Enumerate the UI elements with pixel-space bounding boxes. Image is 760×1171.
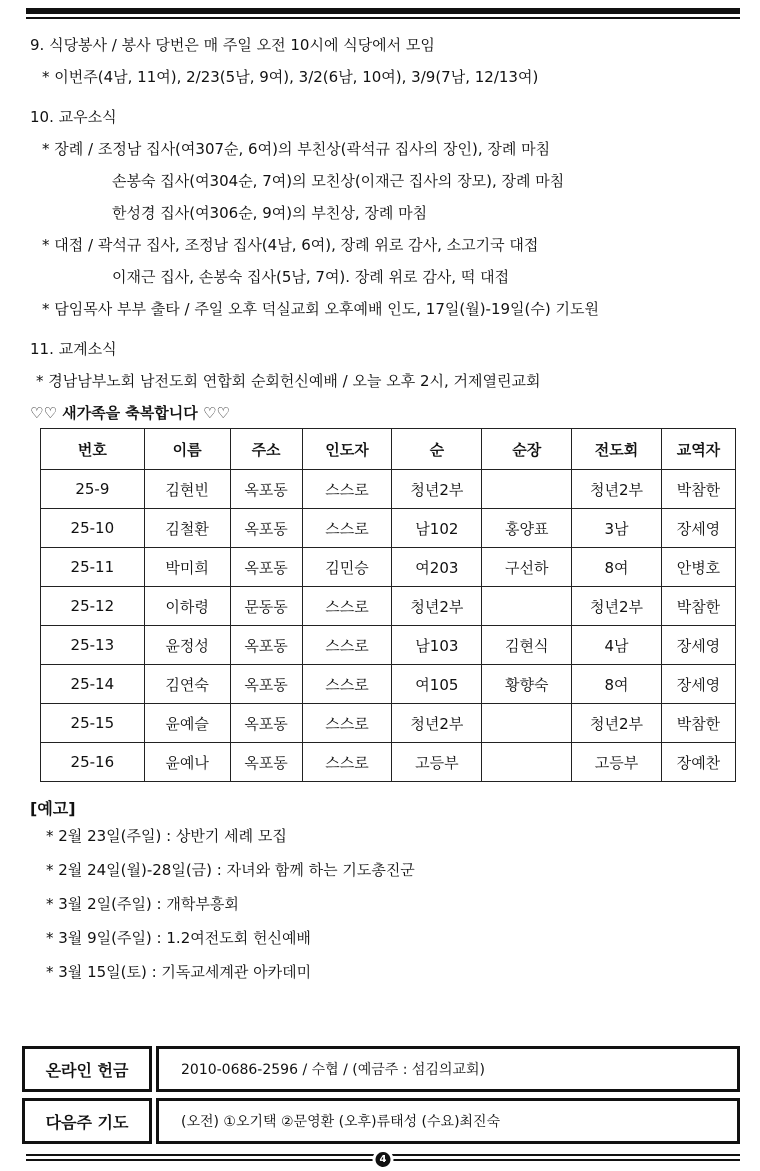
cell-guide: 스스로 bbox=[302, 587, 392, 626]
section-title: 11. 교계소식 bbox=[30, 340, 117, 358]
cell-group: 남102 bbox=[392, 509, 482, 548]
section-dining-service bbox=[30, 34, 740, 88]
cell-name: 김현빈 bbox=[144, 470, 230, 509]
cell-name: 윤예슬 bbox=[144, 704, 230, 743]
cell-pastor: 장예찬 bbox=[661, 743, 735, 782]
cell-pastor: 박참한 bbox=[661, 704, 735, 743]
cell-group: 남103 bbox=[392, 626, 482, 665]
online-offering-label: 온라인 헌금 bbox=[22, 1046, 152, 1092]
col-guide: 인도자 bbox=[302, 429, 392, 470]
bulletin-content bbox=[30, 34, 740, 995]
cell-mission: 고등부 bbox=[572, 743, 662, 782]
cell-guide: 김민승 bbox=[302, 548, 392, 587]
col-address: 주소 bbox=[230, 429, 302, 470]
cell-name: 이하령 bbox=[144, 587, 230, 626]
cell-address: 옥포동 bbox=[230, 470, 302, 509]
cell-guide: 스스로 bbox=[302, 509, 392, 548]
cell-address: 옥포동 bbox=[230, 743, 302, 782]
page-number: 4 bbox=[373, 1149, 394, 1170]
col-number: 번호 bbox=[41, 429, 145, 470]
col-name: 이름 bbox=[144, 429, 230, 470]
section-title: 10. 교우소식 bbox=[30, 108, 117, 126]
table-row bbox=[41, 470, 736, 509]
cell-mission: 청년2부 bbox=[572, 470, 662, 509]
cell-pastor: 장세영 bbox=[661, 509, 735, 548]
cell-group: 청년2부 bbox=[392, 704, 482, 743]
cell-group-leader: 구선하 bbox=[482, 548, 572, 587]
col-mission: 전도회 bbox=[572, 429, 662, 470]
col-group-leader: 순장 bbox=[482, 429, 572, 470]
cell-group-leader bbox=[482, 587, 572, 626]
notice-item: * 3월 2일(주일) : 개학부흥회 bbox=[46, 895, 239, 913]
notice-item: * 2월 24일(월)-28일(금) : 자녀와 함께 하는 기도총진군 bbox=[46, 861, 415, 879]
cell-mission: 3남 bbox=[572, 509, 662, 548]
notice-list bbox=[30, 825, 740, 983]
cell-address: 문동동 bbox=[230, 587, 302, 626]
cell-mission: 청년2부 bbox=[572, 587, 662, 626]
cell-number: 25-13 bbox=[41, 626, 145, 665]
cell-pastor: 장세영 bbox=[661, 665, 735, 704]
new-family-table bbox=[40, 428, 736, 782]
cell-guide: 스스로 bbox=[302, 743, 392, 782]
notice-item: * 3월 9일(주일) : 1.2여전도회 헌신예배 bbox=[46, 929, 311, 947]
next-week-prayer-label: 다음주 기도 bbox=[22, 1098, 152, 1144]
cell-group: 청년2부 bbox=[392, 587, 482, 626]
table-body bbox=[41, 470, 736, 782]
cell-name: 김연숙 bbox=[144, 665, 230, 704]
cell-address: 옥포동 bbox=[230, 626, 302, 665]
section-title: 9. 식당봉사 / 봉사 당번은 매 주일 오전 10시에 식당에서 모임 bbox=[30, 36, 435, 54]
section-member-news bbox=[30, 106, 740, 320]
cell-address: 옥포동 bbox=[230, 509, 302, 548]
cell-name: 박미희 bbox=[144, 548, 230, 587]
cell-mission: 4남 bbox=[572, 626, 662, 665]
cell-number: 25-15 bbox=[41, 704, 145, 743]
cell-pastor: 박참한 bbox=[661, 587, 735, 626]
cell-address: 옥포동 bbox=[230, 548, 302, 587]
online-offering-row bbox=[22, 1046, 740, 1092]
top-rule-thick bbox=[26, 8, 740, 14]
cell-group: 여203 bbox=[392, 548, 482, 587]
cell-guide: 스스로 bbox=[302, 665, 392, 704]
cell-pastor: 박참한 bbox=[661, 470, 735, 509]
table-row bbox=[41, 587, 736, 626]
bottom-rule bbox=[26, 1152, 740, 1164]
list-item: * 대접 / 곽석규 집사, 조정남 집사(4남, 6여), 장례 위로 감사, 소고기국 대접 bbox=[42, 236, 539, 254]
list-item: 이재근 집사, 손봉숙 집사(5남, 7여). 장례 위로 감사, 떡 대접 bbox=[112, 268, 510, 286]
table-row bbox=[41, 665, 736, 704]
table-row bbox=[41, 548, 736, 587]
new-family-heading: ♡♡ 새가족을 축복합니다 ♡♡ bbox=[30, 404, 230, 422]
cell-group-leader: 황향숙 bbox=[482, 665, 572, 704]
list-item: 한성경 집사(여306순, 9여)의 부친상, 장례 마침 bbox=[112, 204, 428, 222]
cell-address: 옥포동 bbox=[230, 665, 302, 704]
next-week-prayer-value: (오전) ①오기택 ②문영환 (오후)류태성 (수요)최진숙 bbox=[156, 1098, 740, 1144]
table-header-row bbox=[41, 429, 736, 470]
cell-pastor: 장세영 bbox=[661, 626, 735, 665]
cell-pastor: 안병호 bbox=[661, 548, 735, 587]
cell-guide: 스스로 bbox=[302, 626, 392, 665]
list-item: * 경남남부노회 남전도회 연합회 순회헌신예배 / 오늘 오후 2시, 거제열린교회 bbox=[36, 372, 541, 390]
cell-guide: 스스로 bbox=[302, 470, 392, 509]
table-row bbox=[41, 743, 736, 782]
cell-group: 청년2부 bbox=[392, 470, 482, 509]
cell-group-leader: 홍양표 bbox=[482, 509, 572, 548]
cell-name: 윤정성 bbox=[144, 626, 230, 665]
list-item: * 장례 / 조정남 집사(여307순, 6여)의 부친상(곽석규 집사의 장인), 장례 마침 bbox=[42, 140, 551, 158]
cell-guide: 스스로 bbox=[302, 704, 392, 743]
cell-number: 25-9 bbox=[41, 470, 145, 509]
cell-mission: 8여 bbox=[572, 548, 662, 587]
cell-mission: 청년2부 bbox=[572, 704, 662, 743]
table-row bbox=[41, 704, 736, 743]
cell-group-leader: 김현식 bbox=[482, 626, 572, 665]
next-week-prayer-row bbox=[22, 1098, 740, 1144]
online-offering-value: 2010-0686-2596 / 수협 / (예금주 : 섬김의교회) bbox=[156, 1046, 740, 1092]
cell-group-leader bbox=[482, 743, 572, 782]
list-item: * 이번주(4남, 11여), 2/23(5남, 9여), 3/2(6남, 10여), 3/9(7남, 12/13여) bbox=[42, 68, 539, 86]
cell-address: 옥포동 bbox=[230, 704, 302, 743]
cell-number: 25-12 bbox=[41, 587, 145, 626]
cell-number: 25-11 bbox=[41, 548, 145, 587]
cell-name: 윤예나 bbox=[144, 743, 230, 782]
notice-item: * 2월 23일(주일) : 상반기 세례 모집 bbox=[46, 827, 287, 845]
col-group: 순 bbox=[392, 429, 482, 470]
table-row bbox=[41, 626, 736, 665]
cell-mission: 8여 bbox=[572, 665, 662, 704]
cell-group: 고등부 bbox=[392, 743, 482, 782]
notice-title: [예고] bbox=[30, 799, 76, 818]
notice-item: * 3월 15일(토) : 기독교세계관 아카데미 bbox=[46, 963, 312, 981]
cell-number: 25-10 bbox=[41, 509, 145, 548]
cell-group-leader bbox=[482, 704, 572, 743]
table-row bbox=[41, 509, 736, 548]
col-pastor: 교역자 bbox=[661, 429, 735, 470]
cell-name: 김철환 bbox=[144, 509, 230, 548]
cell-group-leader bbox=[482, 470, 572, 509]
top-rule bbox=[26, 8, 740, 19]
cell-group: 여105 bbox=[392, 665, 482, 704]
list-item: * 담임목사 부부 출타 / 주일 오후 덕실교회 오후예배 인도, 17일(월)-19일(수) 기도원 bbox=[42, 300, 599, 318]
cell-number: 25-16 bbox=[41, 743, 145, 782]
list-item: 손봉숙 집사(여304순, 7여)의 모친상(이재근 집사의 장모), 장례 마침 bbox=[112, 172, 565, 190]
top-rule-thin bbox=[26, 17, 740, 19]
cell-number: 25-14 bbox=[41, 665, 145, 704]
section-church-news bbox=[30, 338, 740, 392]
